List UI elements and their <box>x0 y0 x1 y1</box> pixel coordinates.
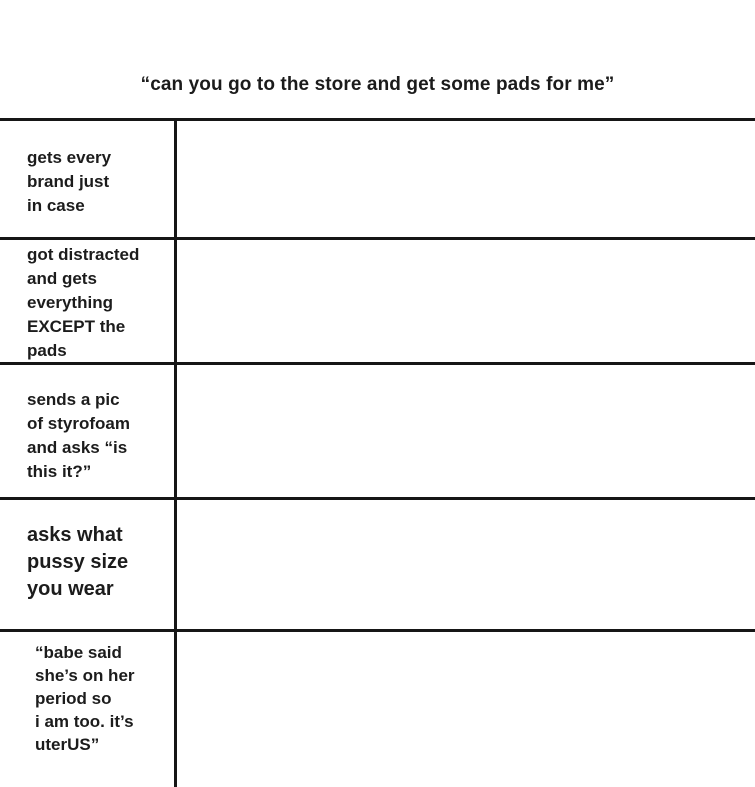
row-label-size: asks what pussy size you wear <box>27 524 129 600</box>
row-label-distracted: got distracted and gets everything EXCEPT the pads <box>27 245 140 360</box>
row-label-styrofoam: sends a pic of styrofoam and asks “is this it?” <box>27 390 130 481</box>
answer-cell-1 <box>178 121 755 237</box>
answer-cell-2 <box>178 240 755 362</box>
answer-cell-4 <box>178 500 755 629</box>
row-label-uterus: “babe said she’s on her period so i am too. it’s uterUS” <box>35 643 135 754</box>
chart-title: “can you go to the store and get some pads for me” <box>140 74 615 95</box>
answer-cell-5 <box>178 632 755 787</box>
column-divider <box>174 118 177 787</box>
row-label-every-brand: gets every brand just in case <box>27 148 112 215</box>
answer-cell-3 <box>178 365 755 497</box>
